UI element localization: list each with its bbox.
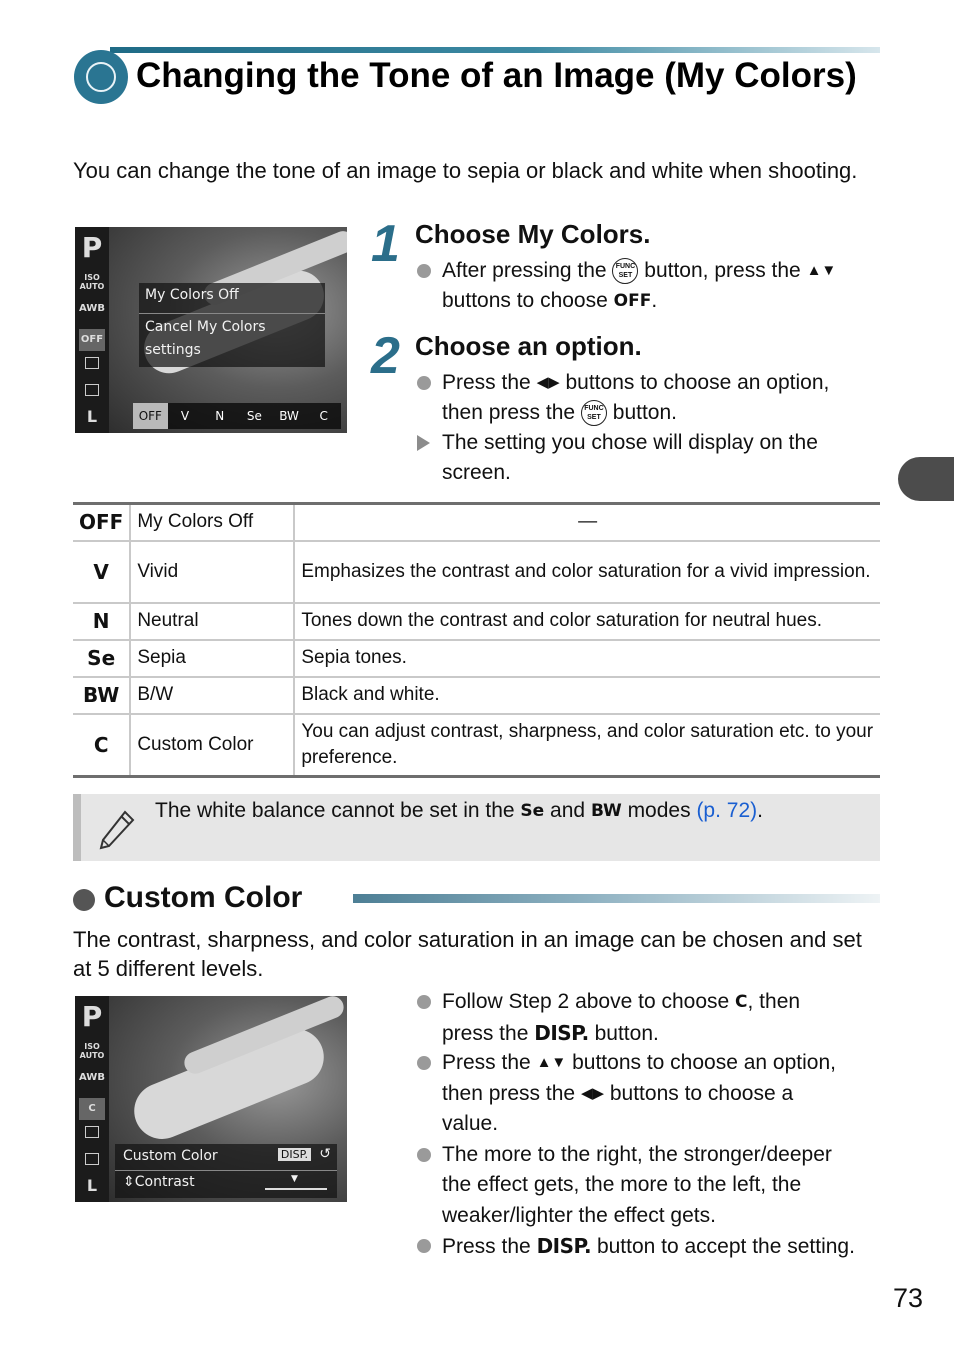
camera-screen-my-colors bbox=[75, 227, 347, 433]
step-2-text-a: Press the bbox=[442, 371, 531, 394]
custom-color-intro: The contrast, sharpness, and color saturation in an image can be chosen and set at 5 different levels. bbox=[73, 927, 862, 981]
intro-text: You can change the tone of an image to sepia or black and white when shooting. bbox=[73, 158, 858, 183]
cc-bullet-2d: buttons to choose a bbox=[609, 1081, 794, 1105]
bullet-icon bbox=[417, 1148, 431, 1162]
step-1-number: 1 bbox=[371, 215, 400, 273]
note-text bbox=[155, 797, 763, 825]
iso-icon: ISO AUTO bbox=[79, 1042, 105, 1060]
camera-screen-custom-color bbox=[75, 996, 347, 1202]
menu-line-2: settings bbox=[145, 342, 201, 358]
drive-icon bbox=[85, 384, 99, 396]
note-text-d: . bbox=[757, 799, 763, 822]
menu-title: Custom Color bbox=[123, 1148, 218, 1164]
disp-tag: DISP. bbox=[278, 1148, 311, 1161]
option-label: Contrast bbox=[134, 1174, 195, 1190]
bullet-icon bbox=[417, 264, 431, 278]
note-text-c: modes bbox=[627, 799, 691, 822]
mode-sepia-icon: Se bbox=[246, 409, 262, 423]
result-arrow-icon bbox=[417, 435, 430, 451]
pencil-icon bbox=[97, 808, 137, 852]
cc-bullet-4b: button to accept the setting. bbox=[596, 1235, 855, 1258]
row-desc: You can adjust contrast, sharpness, and color saturation etc. to your preference. bbox=[294, 714, 880, 777]
table-row bbox=[73, 603, 880, 640]
up-down-arrows-icon: ▲▼ bbox=[536, 1054, 567, 1072]
cc-bullet-2a: Press the bbox=[442, 1051, 531, 1074]
cc-bullet-3b: the effect gets, the more to the left, the bbox=[442, 1173, 802, 1196]
cc-bullet-1b: , then bbox=[747, 990, 801, 1013]
metering-icon bbox=[85, 357, 99, 369]
bullet-icon bbox=[417, 376, 431, 390]
cc-bullet-4a: Press the bbox=[442, 1235, 531, 1258]
step-1-text-a: After pressing the bbox=[442, 259, 607, 282]
row-desc: Sepia tones. bbox=[294, 640, 880, 677]
step-2-text-c: then press the bbox=[442, 401, 576, 424]
step-1-body bbox=[415, 256, 885, 316]
mode-letter: P bbox=[81, 231, 103, 264]
menu-option bbox=[123, 1174, 195, 1190]
disp-button-icon: DISP. bbox=[534, 1020, 589, 1045]
row-name: B/W bbox=[130, 677, 294, 714]
func-set-icon bbox=[612, 258, 638, 284]
sepia-icon: Se bbox=[73, 640, 130, 677]
return-icon: ↺ bbox=[319, 1146, 331, 1162]
step-1-text-d: . bbox=[651, 289, 658, 312]
awb-icon: AWB bbox=[79, 1072, 105, 1083]
mode-custom-icon: C bbox=[319, 409, 328, 423]
note-bar bbox=[73, 794, 81, 861]
cc-bullet-3c: weaker/lighter the effect gets. bbox=[442, 1203, 716, 1227]
row-name: Neutral bbox=[130, 603, 294, 640]
chapter-tab bbox=[898, 457, 954, 501]
row-name: Sepia bbox=[130, 640, 294, 677]
step-2-result-2: screen. bbox=[442, 461, 511, 484]
section-rule bbox=[353, 894, 880, 903]
cc-bullet-1d: button. bbox=[594, 1021, 659, 1045]
custom-color-menu bbox=[115, 1144, 337, 1198]
page-title: Changing the Tone of an Image (My Colors) bbox=[136, 56, 857, 95]
vivid-icon: V bbox=[73, 541, 130, 603]
mode-off-icon: OFF bbox=[133, 403, 168, 429]
step-2-number: 2 bbox=[371, 327, 400, 385]
up-down-arrows-icon: ▲▼ bbox=[806, 262, 837, 280]
step-2-heading: Choose an option. bbox=[415, 331, 642, 361]
cc-bullet-2c: then press the bbox=[442, 1081, 576, 1105]
image-size-icon: L bbox=[86, 407, 98, 426]
left-right-arrows-icon: ◀▶ bbox=[580, 1084, 605, 1102]
func-label: FUNC bbox=[584, 405, 604, 413]
note-text-a: The white balance cannot be set in the bbox=[155, 799, 515, 822]
menu-line-1: Cancel My Colors bbox=[145, 319, 266, 335]
step-2-body bbox=[415, 368, 885, 488]
step-1-heading: Choose My Colors. bbox=[415, 219, 651, 249]
row-desc: — bbox=[294, 504, 880, 541]
cc-bullet-2b: buttons to choose an option, bbox=[572, 1051, 836, 1074]
row-name: My Colors Off bbox=[130, 504, 294, 541]
sepia-icon: Se bbox=[520, 801, 545, 822]
set-label: SET bbox=[587, 414, 601, 422]
custom-color-steps bbox=[415, 987, 885, 1262]
custom-color-heading: Custom Color bbox=[104, 881, 303, 914]
step-1-text-b: button, press the bbox=[644, 259, 801, 282]
my-colors-mode-bar bbox=[133, 403, 341, 429]
note-text-b: and bbox=[550, 799, 586, 822]
section-bullet-icon bbox=[73, 889, 95, 911]
bw-icon: BW bbox=[73, 677, 130, 714]
drive-icon bbox=[85, 1153, 99, 1165]
custom-color-icon: C bbox=[735, 992, 748, 1013]
row-desc: Black and white. bbox=[294, 677, 880, 714]
awb-icon: AWB bbox=[79, 303, 105, 314]
custom-color-icon: C bbox=[73, 714, 130, 777]
level-marker-icon: ▼ bbox=[291, 1174, 298, 1184]
image-size-icon: L bbox=[86, 1176, 98, 1195]
cc-bullet-3a: The more to the right, the stronger/deeper bbox=[442, 1142, 832, 1166]
iso-icon: ISO AUTO bbox=[79, 273, 105, 291]
page-number: 73 bbox=[893, 1283, 924, 1313]
cc-bullet-1a: Follow Step 2 above to choose bbox=[442, 990, 730, 1013]
settings-strip bbox=[75, 227, 109, 433]
step-2-text-b: buttons to choose an option, bbox=[565, 371, 830, 394]
mode-letter: P bbox=[81, 1000, 103, 1033]
table-row bbox=[73, 504, 880, 541]
bw-icon: BW bbox=[590, 801, 622, 822]
updown-icon: ⇕ bbox=[123, 1174, 135, 1190]
title-rule bbox=[110, 47, 880, 53]
my-colors-table bbox=[73, 502, 880, 778]
metering-icon bbox=[85, 1126, 99, 1138]
func-set-icon bbox=[581, 400, 607, 426]
func-label: FUNC bbox=[615, 263, 636, 271]
row-desc: Tones down the contrast and color saturation for neutral hues. bbox=[294, 603, 880, 640]
mode-bw-icon: BW bbox=[279, 409, 299, 423]
menu-title: My Colors Off bbox=[145, 287, 239, 303]
table-row bbox=[73, 541, 880, 603]
row-desc: Emphasizes the contrast and color saturation for a vivid impression. bbox=[294, 541, 880, 603]
step-1-text-c: buttons to choose bbox=[442, 289, 608, 312]
left-right-arrows-icon: ◀▶ bbox=[536, 374, 560, 392]
set-label: SET bbox=[618, 272, 633, 280]
disp-button-icon: DISP. bbox=[536, 1234, 592, 1258]
page-reference-link[interactable]: (p. 72) bbox=[696, 799, 758, 822]
my-colors-off-icon: OFF bbox=[613, 291, 652, 312]
level-scale bbox=[265, 1188, 327, 1190]
mode-vivid-icon: V bbox=[180, 409, 190, 423]
my-colors-off-icon: OFF bbox=[73, 504, 130, 541]
table-row bbox=[73, 714, 880, 777]
cc-bullet-1c: press the bbox=[442, 1021, 529, 1045]
cc-bullet-2e: value. bbox=[442, 1112, 499, 1135]
step-2-text-d: button. bbox=[612, 401, 678, 424]
step-2-result-1: The setting you chose will display on the bbox=[442, 431, 818, 454]
note-box bbox=[73, 794, 880, 861]
my-colors-off-icon: OFF bbox=[79, 329, 105, 351]
row-name: Vivid bbox=[130, 541, 294, 603]
neutral-icon: N bbox=[73, 603, 130, 640]
table-row bbox=[73, 640, 880, 677]
table-row bbox=[73, 677, 880, 714]
mode-neutral-icon: N bbox=[215, 409, 225, 423]
my-colors-menu bbox=[139, 283, 325, 367]
bullet-icon bbox=[417, 995, 431, 1009]
bullet-icon bbox=[417, 1056, 431, 1070]
section-circle-icon bbox=[74, 50, 128, 104]
row-name: Custom Color bbox=[130, 714, 294, 777]
bullet-icon bbox=[417, 1239, 431, 1253]
settings-strip bbox=[75, 996, 109, 1202]
custom-color-icon: C bbox=[79, 1098, 105, 1120]
